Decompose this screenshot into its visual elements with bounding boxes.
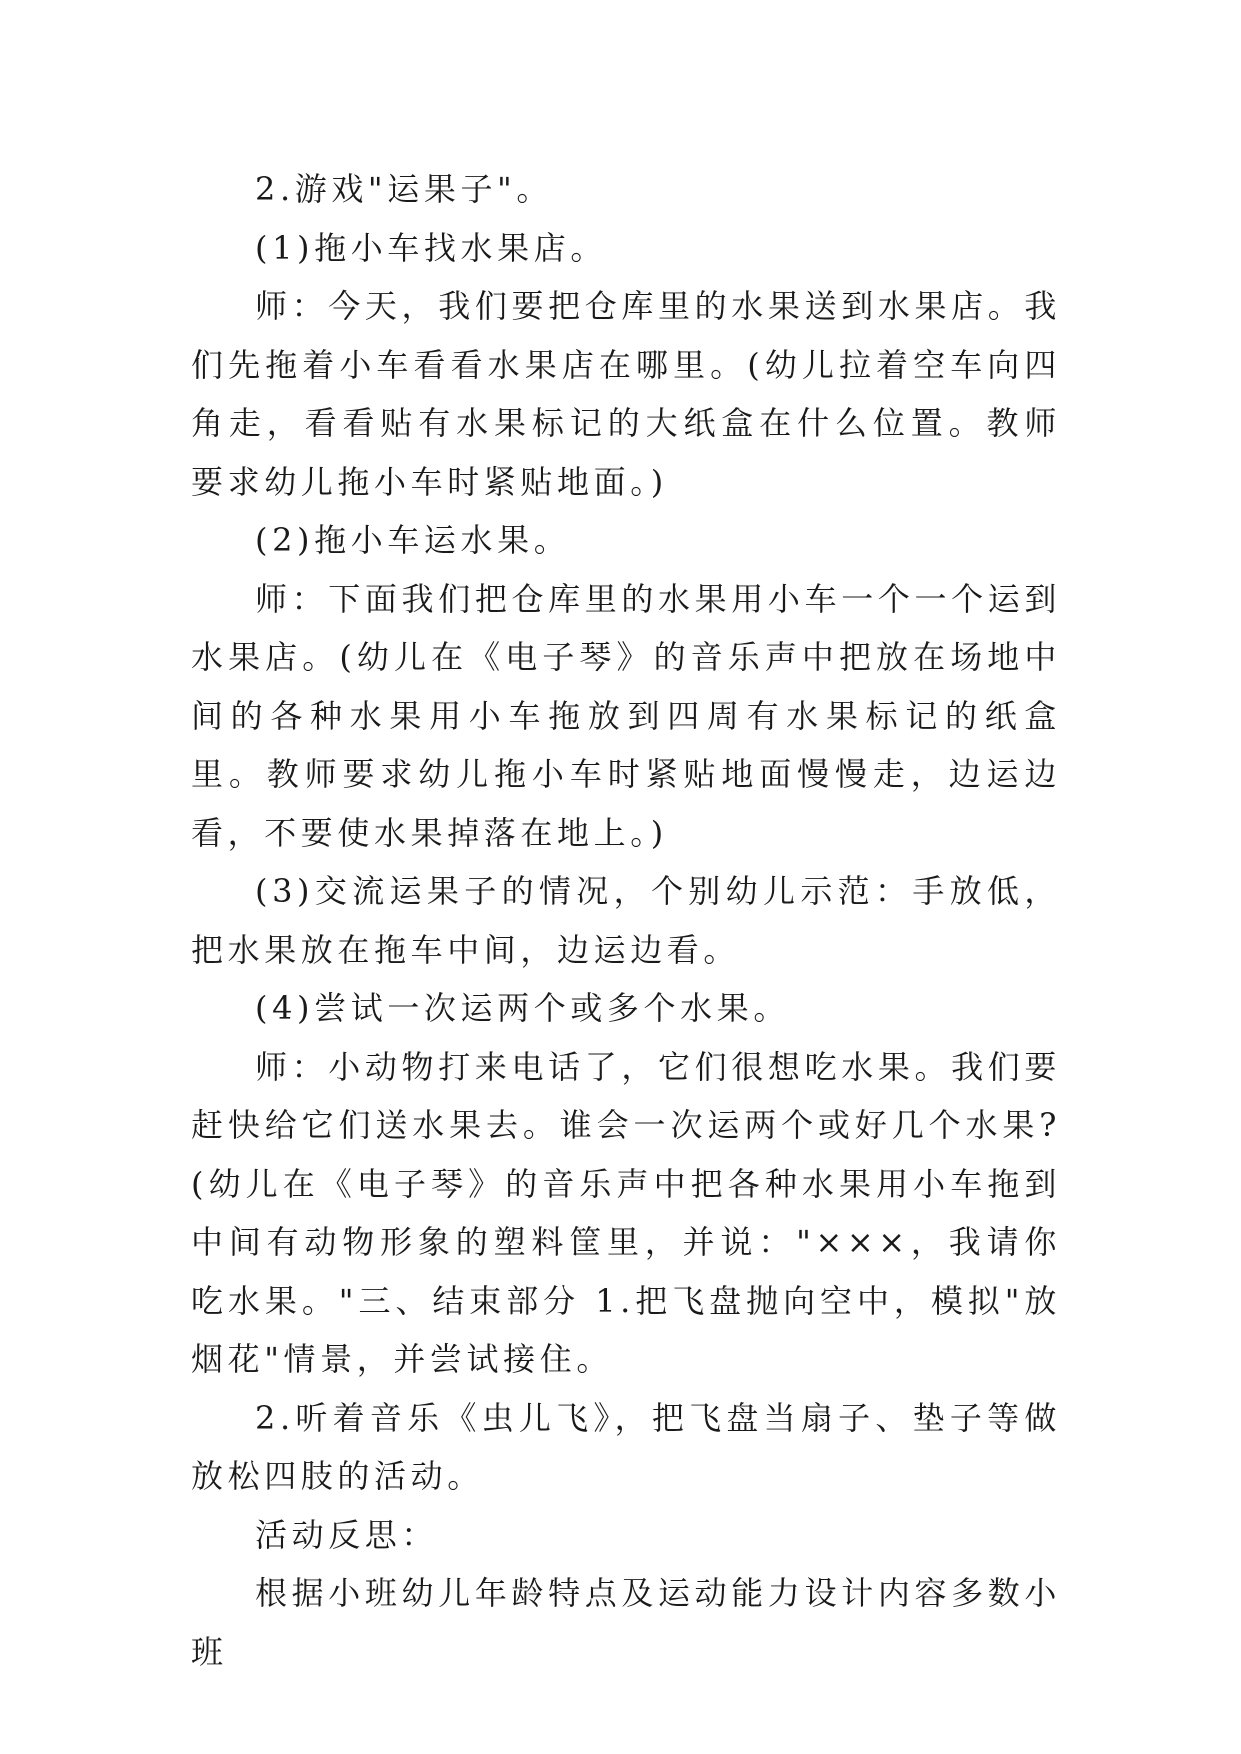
paragraph-reflection-body: 根据小班幼儿年龄特点及运动能力设计内容多数小班	[191, 1574, 1061, 1671]
paragraph-step-4: (4)尝试一次运两个或多个水果。	[255, 989, 790, 1027]
document-body	[191, 160, 1061, 1681]
paragraph-reflection-heading: 活动反思：	[255, 1515, 439, 1554]
paragraph-step-2: (2)拖小车运水果。	[255, 521, 571, 559]
paragraph-teacher-3: 师：小动物打来电话了，它们很想吃水果。我们要赶快给它们送水果去。谁会一次运两个或好几个水果?(幼儿在《电子琴》的音乐声中把各种水果用小车拖到中间有动物形象的塑料筐里，并说："×××，我请你吃水果。"三、结束部分 1.把飞盘抛向空中，模拟"放烟花"情景，并尝试接住。	[191, 1047, 1061, 1378]
paragraph-game-title: 2.游戏"运果子"。	[255, 170, 553, 208]
paragraph-teacher-1: 师：今天，我们要把仓库里的水果送到水果店。我们先拖着小车看看水果店在哪里。(幼儿拉着空车向四角走，看看贴有水果标记的大纸盒在什么位置。教师要求幼儿拖小车时紧贴地面。)	[191, 287, 1061, 501]
paragraph-step-1: (1)拖小车找水果店。	[255, 228, 607, 267]
paragraph-step-3: (3)交流运果子的情况，个别幼儿示范：手放低，把水果放在拖车中间，边运边看。	[191, 872, 1061, 969]
paragraph-ending-2: 2.听着音乐《虫儿飞》，把飞盘当扇子、垫子等做放松四肢的活动。	[191, 1398, 1061, 1495]
paragraph-teacher-2: 师：下面我们把仓库里的水果用小车一个一个运到水果店。(幼儿在《电子琴》的音乐声中把放在场地中间的各种水果用小车拖放到四周有水果标记的纸盒里。教师要求幼儿拖小车时紧贴地面慢慢走，边运边看，不要使水果掉落在地上。)	[191, 579, 1061, 852]
